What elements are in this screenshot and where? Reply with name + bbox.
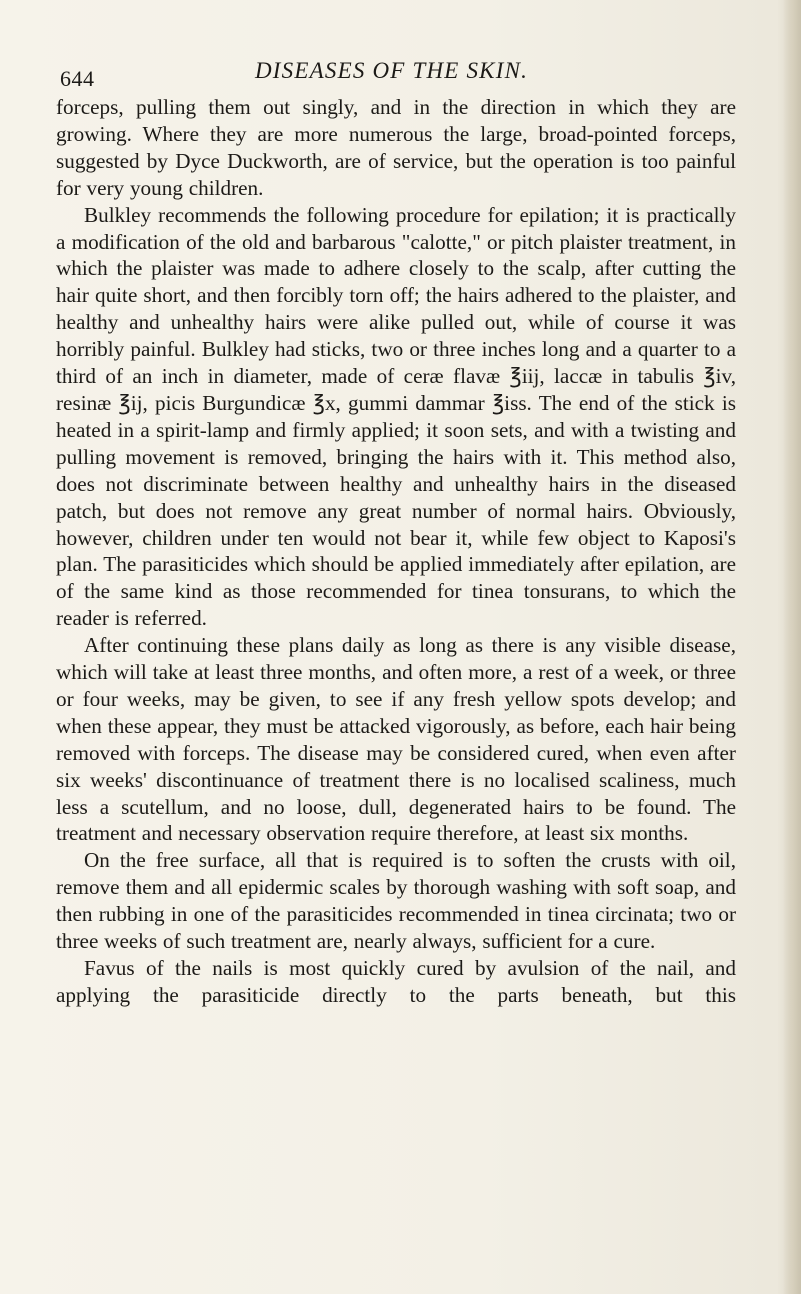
running-head: DISEASES OF THE SKIN. bbox=[255, 58, 529, 83]
page-edge-shadow bbox=[783, 0, 801, 1294]
paragraph-bulkley-epilation: Bulkley recommends the following procedure for epilation; it is practically a modification of the old and barbarous "calotte," or pitch plaister treatment, in which the plaister was made to adhere closely to the scalp, after cutting the hair quite short, and then forcibly torn off; the hairs adhered to the plaister, and healthy and unhealthy hairs were alike pulled out, while of course it was horribly painful. Bulkley had sticks, two or three inches long and a quarter to a third of an inch in diameter, made of ceræ flavæ ℥iij, laccæ in tabulis ℥iv, resinæ ℥ij, picis Burgundicæ ℥x, gummi dammar ℥iss. The end of the stick is heated in a spirit-lamp and firmly applied; it soon sets, and with a twisting and pulling movement is removed, bringing the hairs with it. This method also, does not discriminate between healthy and unhealthy hairs in the diseased patch, but does not remove any great number of normal hairs. Obviously, however, children under ten would not bear it, while few object to Kaposi's plan. The parasiticides which should be applied immediately after epilation, are of the same kind as those recommended for tinea tonsurans, to which the reader is referred. bbox=[56, 202, 736, 631]
paragraph-forceps: forceps, pulling them out singly, and in the direction in which they are growing. Where they are more numerous the large, broad-pointed forceps, suggested by Dyce Duckworth, are of service, but the operation is too painful for very young children. bbox=[56, 95, 736, 200]
body-text bbox=[56, 94, 736, 1009]
page-number: 644 bbox=[60, 66, 95, 91]
page-header bbox=[60, 58, 740, 91]
paragraph-favus-nails: Favus of the nails is most quickly cured by avulsion of the nail, and applying the parasiticide directly to the parts beneath, but this bbox=[56, 956, 736, 1007]
paragraph-continuing-treatment: After continuing these plans daily as long as there is any visible disease, which will take at least three months, and often more, a rest of a week, or three or four weeks, may be given, to see if any fresh yellow spots develop; and when these appear, they must be attacked vigorously, as before, each hair being removed with forceps. The disease may be considered cured, when even after six weeks' discontinuance of treatment there is no localised scaliness, much less a scutellum, and no loose, dull, degenerated hairs to be found. The treatment and necessary observation require therefore, at least six months. bbox=[56, 633, 736, 846]
paragraph-free-surface: On the free surface, all that is required is to soften the crusts with oil, remove them and all epidermic scales by thorough washing with soft soap, and then rubbing in one of the parasiticides recommended in tinea circinata; two or three weeks of such treatment are, nearly always, sufficient for a cure. bbox=[56, 848, 736, 954]
